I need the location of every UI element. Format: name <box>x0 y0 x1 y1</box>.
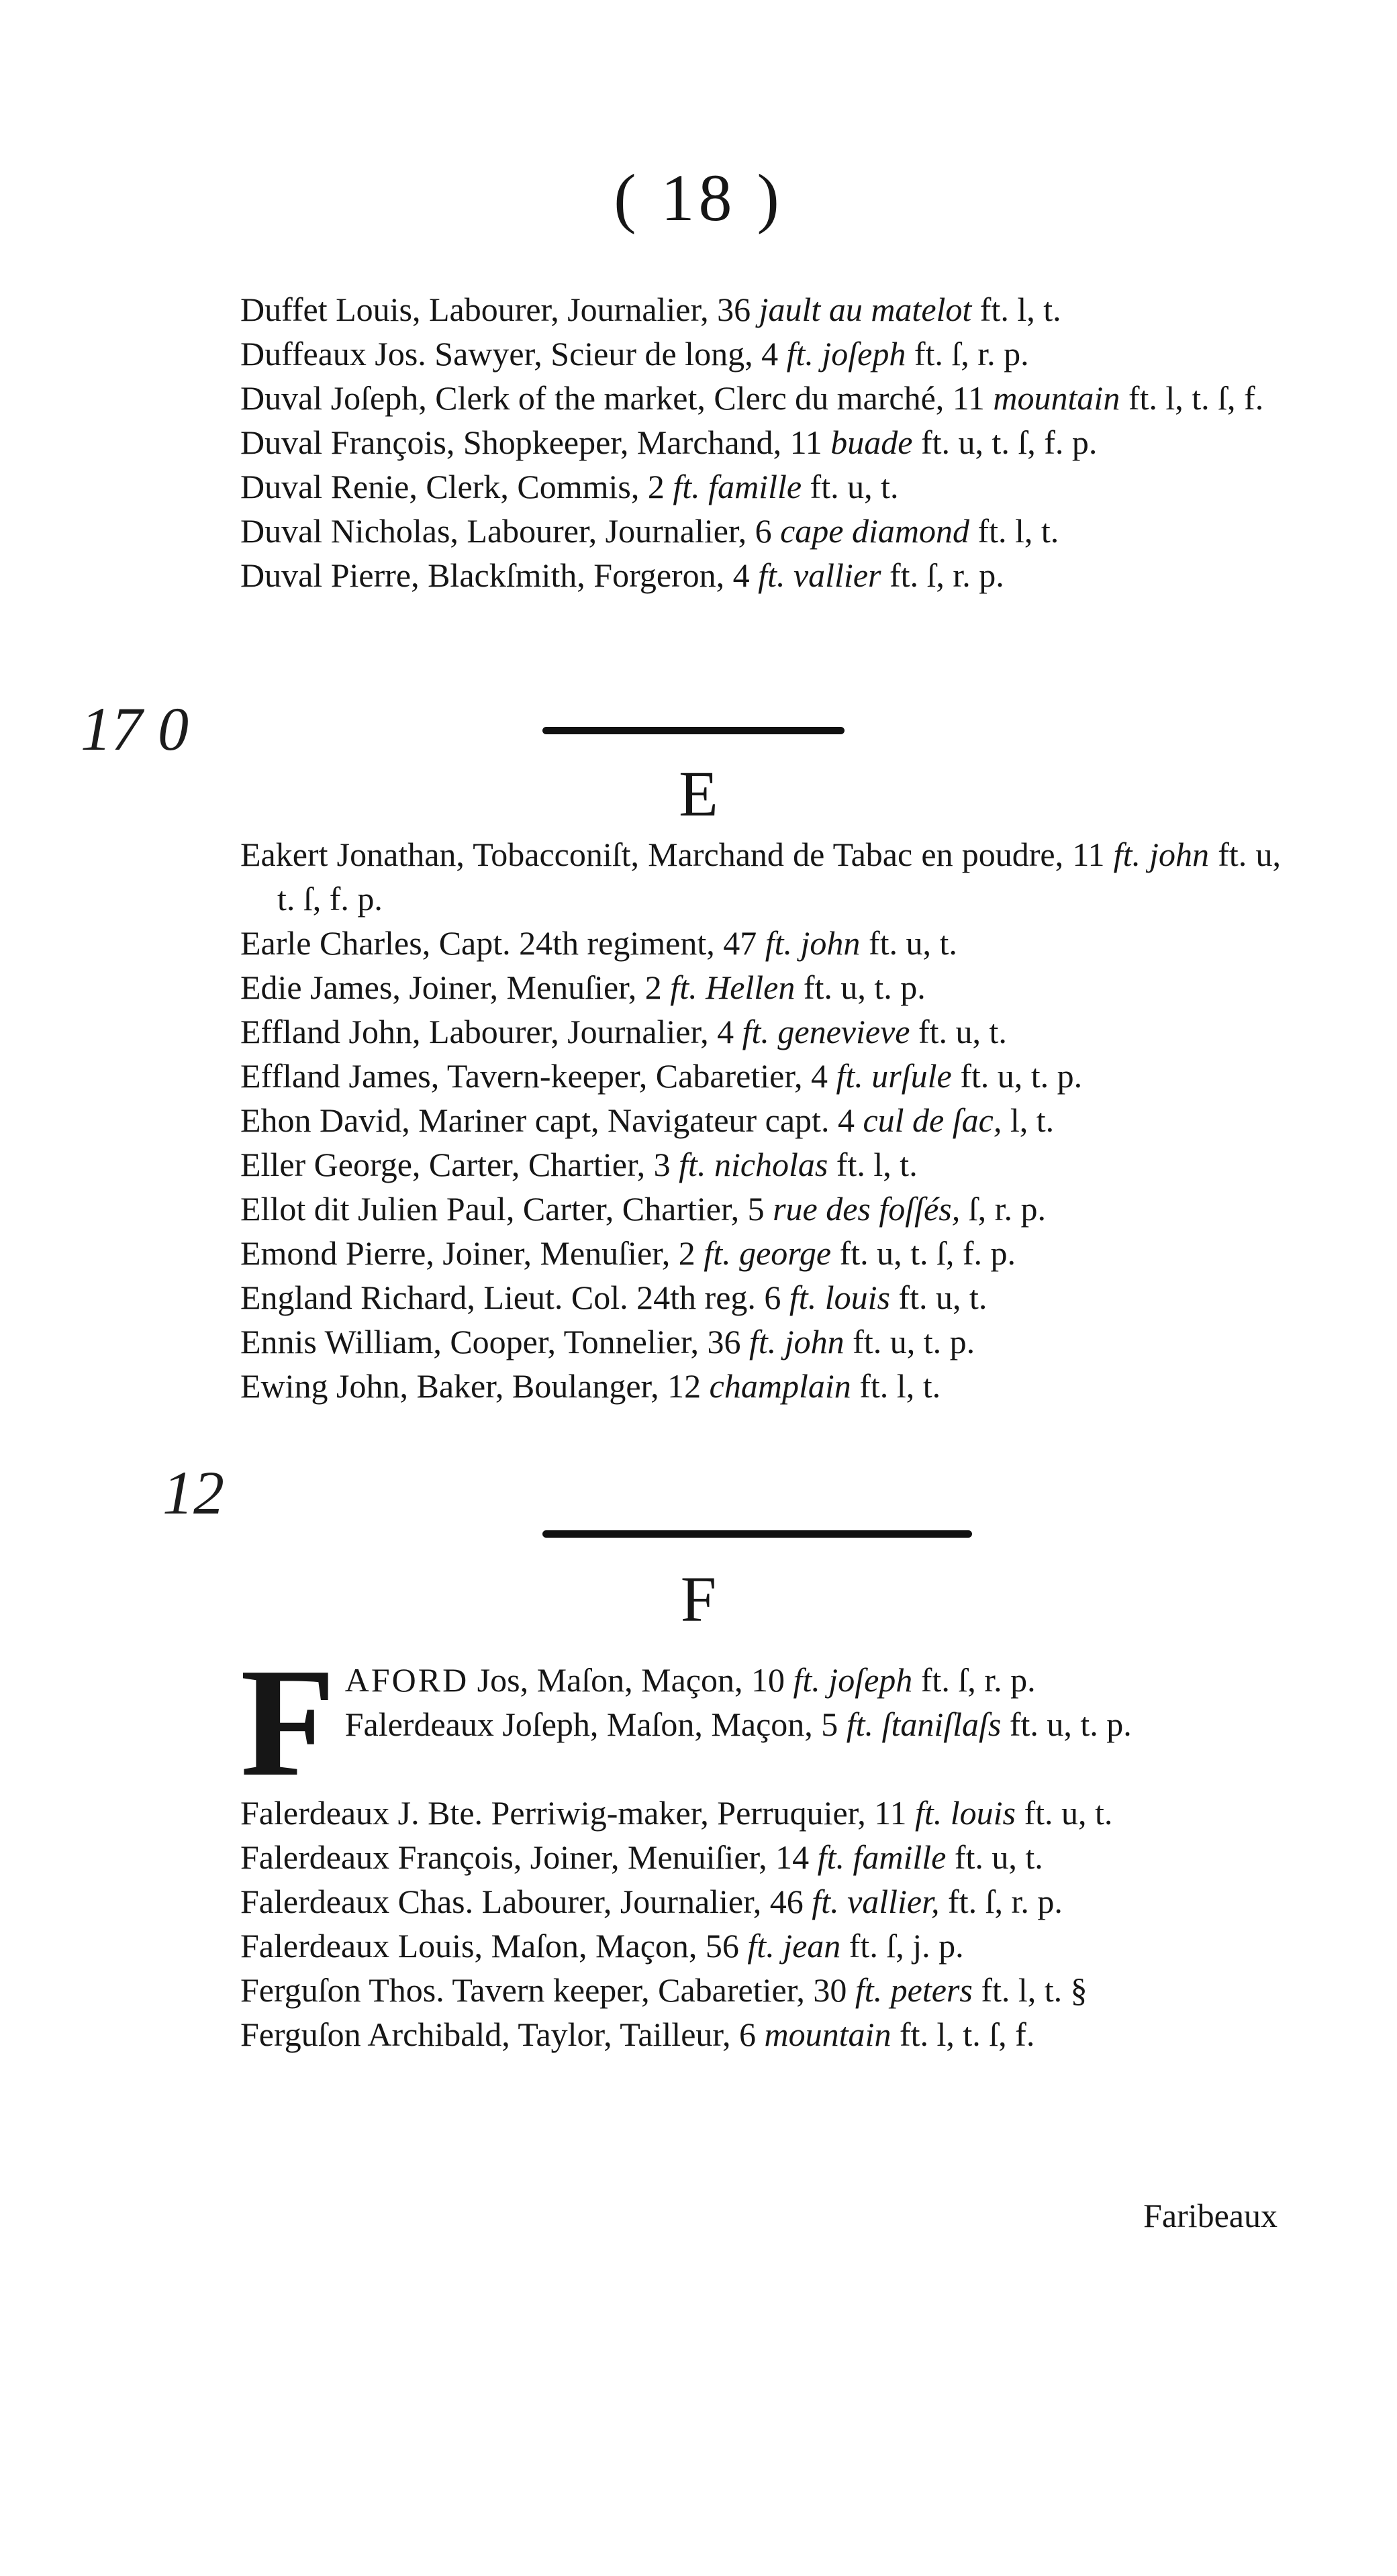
entries-e <box>240 832 1281 1408</box>
entries-f <box>240 1791 1281 2057</box>
drop-cap: F <box>240 1636 336 1809</box>
section-divider-rule <box>542 727 845 734</box>
directory-entry: AFORD Jos, Maſon, Maçon, 10 ft. joſeph ft. ſ, r. p. <box>344 1661 1036 1699</box>
section-letter-f: F <box>680 1563 717 1635</box>
directory-entry: Eller George, Carter, Chartier, 3 ft. nicholas ft. l, t. <box>240 1146 918 1183</box>
directory-entry: Eakert Jonathan, Tobacconiſt, Marchand de Tabac en poudre, 11 ft. john ft. u, t. ſ, f. p. <box>240 836 1281 918</box>
directory-entry: Earle Charles, Capt. 24th regiment, 47 ft. john ft. u, t. <box>240 924 957 962</box>
directory-entry: Effland John, Labourer, Journalier, 4 ft. genevieve ft. u, t. <box>240 1013 1007 1050</box>
directory-entry: Falerdeaux Joſeph, Maſon, Maçon, 5 ft. ſtaniſlaſs ft. u, t. p. <box>344 1705 1132 1743</box>
margin-note-bottom: 12 <box>162 1458 224 1527</box>
directory-entry: Duval Nicholas, Labourer, Journalier, 6 cape diamond ft. l, t. <box>240 512 1059 550</box>
directory-entry: Duval Pierre, Blackſmith, Forgeron, 4 ft. vallier ft. ſ, r. p. <box>240 556 1004 594</box>
directory-entry: Duval Joſeph, Clerk of the market, Clerc du marché, 11 mountain ft. l, t. ſ, f. <box>240 379 1264 417</box>
directory-entry: Falerdeaux Chas. Labourer, Journalier, 46 ft. vallier, ft. ſ, r. p. <box>240 1883 1063 1920</box>
directory-entry: Duval Renie, Clerk, Commis, 2 ft. famille ft. u, t. <box>240 468 899 505</box>
directory-entry: Ehon David, Mariner capt, Navigateur capt. 4 cul de ſac, l, t. <box>240 1101 1055 1139</box>
directory-entry: Falerdeaux François, Joiner, Menuiſier, 14 ft. famille ft. u, t. <box>240 1838 1043 1876</box>
directory-entry: Ewing John, Baker, Boulanger, 12 champlain ft. l, t. <box>240 1367 941 1405</box>
directory-entry: England Richard, Lieut. Col. 24th reg. 6 ft. louis ft. u, t. <box>240 1279 987 1316</box>
directory-entry: Duffeaux Jos. Sawyer, Scieur de long, 4 ft. joſeph ft. ſ, r. p. <box>240 335 1029 373</box>
directory-entry: Effland James, Tavern-keeper, Cabaretier, 4 ft. urſule ft. u, t. p. <box>240 1057 1083 1095</box>
directory-entry: Ferguſon Archibald, Taylor, Tailleur, 6 mountain ft. l, t. ſ, f. <box>240 2016 1035 2053</box>
directory-entry: Duval François, Shopkeeper, Marchand, 11 buade ft. u, t. ſ, f. p. <box>240 424 1098 461</box>
directory-entry: Falerdeaux Louis, Maſon, Maçon, 56 ft. jean ft. ſ, j. p. <box>240 1927 964 1965</box>
directory-entry: Emond Pierre, Joiner, Menuſier, 2 ft. george ft. u, t. ſ, f. p. <box>240 1234 1016 1272</box>
f-first-entry <box>240 1636 1281 1809</box>
section-letter-e: E <box>679 758 718 830</box>
directory-entry: Duffet Louis, Labourer, Journalier, 36 jault au matelot ft. l, t. <box>240 291 1061 328</box>
page-number: ( 18 ) <box>614 160 783 235</box>
margin-note-top: 17 0 <box>81 695 189 763</box>
entries-d <box>240 287 1281 597</box>
catchword: Faribeaux <box>1143 2197 1278 2234</box>
directory-entry: Edie James, Joiner, Menuſier, 2 ft. Hellen ft. u, t. p. <box>240 969 926 1006</box>
section-divider-rule <box>542 1530 972 1538</box>
directory-entry: Ferguſon Thos. Tavern keeper, Cabaretier, 30 ft. peters ft. l, t. § <box>240 1971 1088 2009</box>
directory-entry: Ennis William, Cooper, Tonnelier, 36 ft. john ft. u, t. p. <box>240 1323 975 1360</box>
directory-entry: Ellot dit Julien Paul, Carter, Chartier, 5 rue des foſſés, ſ, r. p. <box>240 1190 1047 1228</box>
directory-entry: Falerdeaux J. Bte. Perriwig-maker, Perruquier, 11 ft. louis ft. u, t. <box>240 1794 1113 1832</box>
